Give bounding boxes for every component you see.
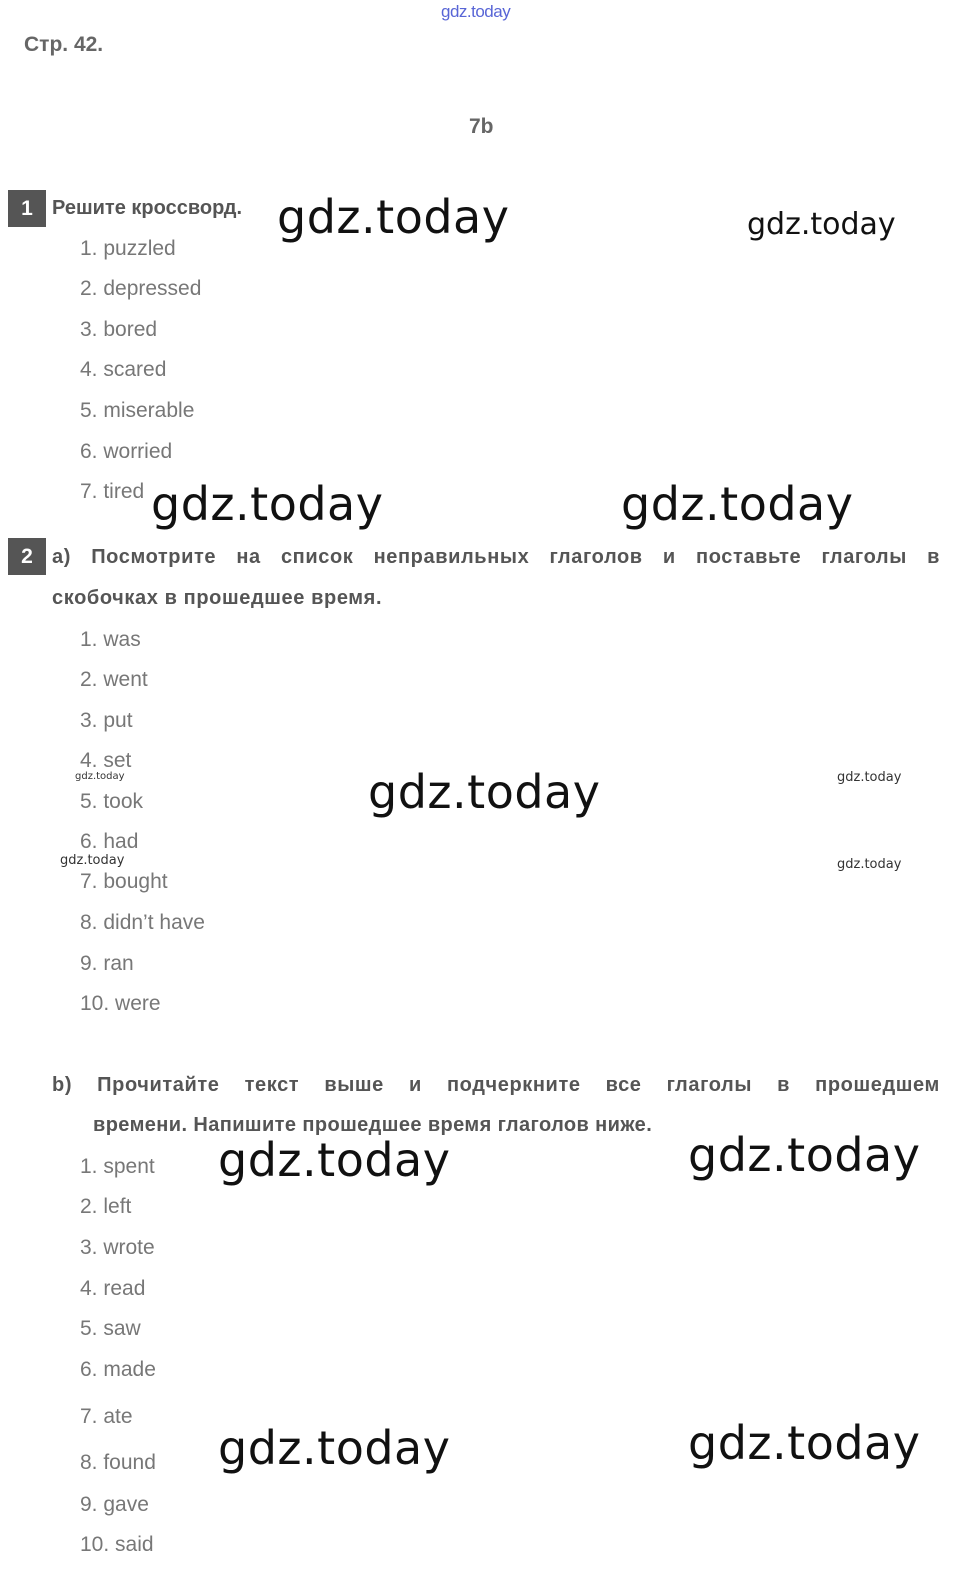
instruction-word: все [605, 1074, 642, 1096]
task-2b-answer: 8. found [80, 1451, 156, 1474]
watermark: gdz.today [368, 765, 601, 819]
task-2a-answer: 4. set [80, 749, 132, 772]
watermark: gdz.today [688, 1128, 921, 1182]
task-2b-answer: 9. gave [80, 1493, 149, 1516]
instruction-word: выше [324, 1074, 384, 1096]
task-2a-answer: 10. were [80, 992, 161, 1015]
watermark: gdz.today [218, 1133, 451, 1187]
instruction-word: b) [52, 1074, 73, 1096]
task-2a-answer: 8. didn’t have [80, 911, 205, 934]
task-2b-answer: 7. ate [80, 1405, 133, 1428]
watermark: gdz.today [837, 857, 902, 872]
task-2a-answer: 9. ran [80, 952, 134, 975]
instruction-word: Прочитайте [97, 1074, 220, 1096]
task-2b-answer: 3. wrote [80, 1236, 155, 1259]
instruction-word: поставьте [696, 546, 802, 568]
task-1-answer: 6. worried [80, 440, 173, 463]
instruction-word: глаголы [821, 546, 907, 568]
top-watermark: gdz.today [441, 2, 511, 21]
instruction-word: глаголов [549, 546, 643, 568]
task-2b-instruction-line-2: времени. Напишите прошедшее время глаголов ниже. [93, 1114, 653, 1136]
task-2b-answer: 2. left [80, 1195, 132, 1218]
instruction-word: Посмотрите [91, 546, 217, 568]
task-2a-instruction-line-1 [52, 546, 940, 569]
task-1-answer: 2. depressed [80, 277, 202, 300]
task-2a-answer: 1. was [80, 628, 141, 651]
watermark: gdz.today [621, 477, 854, 531]
instruction-word: и [408, 1074, 422, 1096]
task-2a-answer: 2. went [80, 668, 148, 691]
section-title: 7b [469, 115, 494, 138]
task-2b-answer: 4. read [80, 1277, 146, 1300]
watermark: gdz.today [60, 853, 125, 868]
instruction-word: прошедшем [815, 1074, 940, 1096]
instruction-word: в [927, 546, 940, 568]
instruction-word: на [236, 546, 261, 568]
instruction-word: в [777, 1074, 791, 1096]
watermark: gdz.today [837, 770, 902, 785]
task-1-answer: 1. puzzled [80, 237, 176, 260]
task-2-badge: 2 [8, 538, 46, 575]
watermark: gdz.today [218, 1421, 451, 1475]
task-2b-answer: 6. made [80, 1358, 156, 1381]
instruction-word: и [662, 546, 676, 568]
task-1-answer: 4. scared [80, 358, 167, 381]
instruction-word: подчеркните [446, 1074, 581, 1096]
task-1-answer: 5. miserable [80, 399, 195, 422]
task-2a-answer: 5. took [80, 790, 144, 813]
instruction-word: неправильных [373, 546, 530, 568]
task-1-answer: 7. tired [80, 480, 145, 503]
task-2b-instruction-line-1 [52, 1074, 940, 1097]
instruction-word: a) [52, 546, 71, 568]
task-1-answer: 3. bored [80, 318, 158, 341]
task-2b-answer: 5. saw [80, 1317, 141, 1340]
watermark: gdz.today [151, 477, 384, 531]
task-1-badge: 1 [8, 190, 46, 227]
instruction-word: глаголы [666, 1074, 753, 1096]
instruction-word: список [280, 546, 354, 568]
instruction-word: текст [244, 1074, 300, 1096]
task-2a-answer: 3. put [80, 709, 133, 732]
watermark: gdz.today [688, 1416, 921, 1470]
watermark: gdz.today [277, 190, 510, 244]
task-2b-answer: 1. spent [80, 1155, 155, 1178]
task-2a-answer: 6. had [80, 830, 139, 853]
watermark: gdz.today [75, 771, 125, 782]
task-2b-answer: 10. said [80, 1533, 154, 1556]
page-number: Стр. 42. [24, 33, 104, 56]
watermark: gdz.today [747, 207, 896, 242]
task-2a-instruction-line-2: скобочках в прошедшее время. [52, 587, 383, 609]
task-2a-answer: 7. bought [80, 870, 168, 893]
task-1-title: Решите кроссворд. [52, 197, 243, 219]
